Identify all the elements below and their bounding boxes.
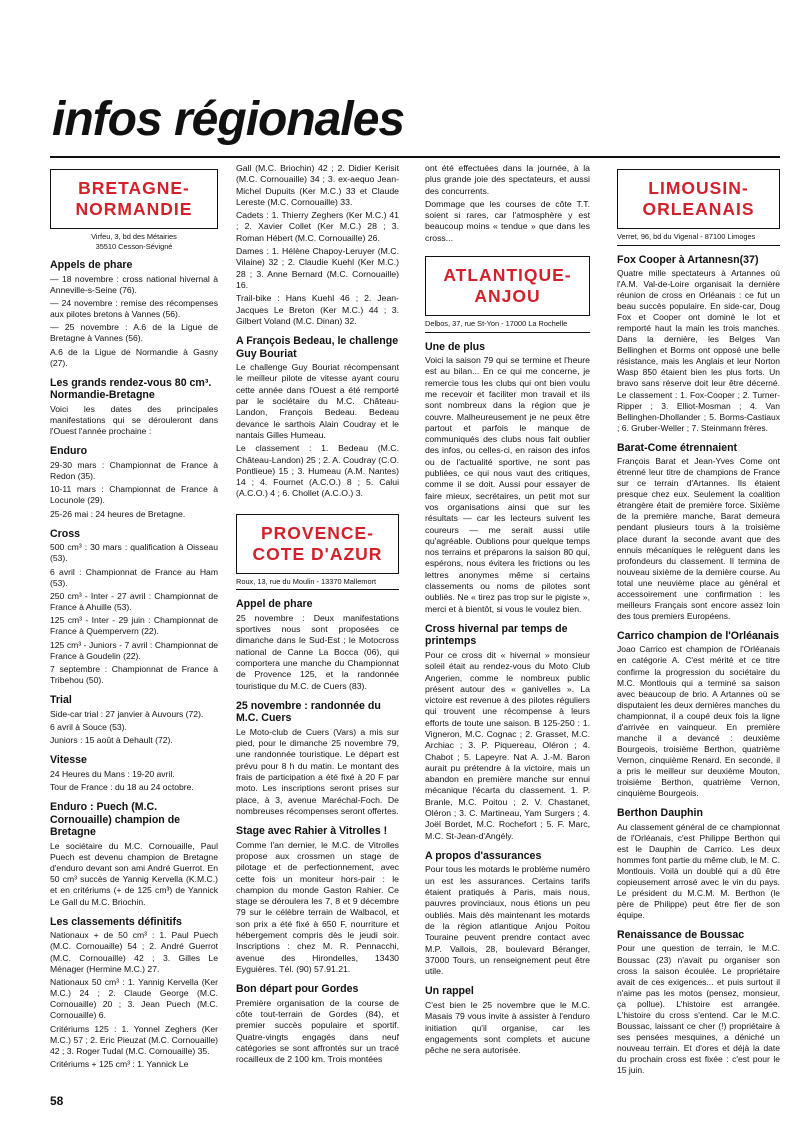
article-list [617, 254, 780, 1077]
region-title-line: COTE D'AZUR [252, 543, 383, 564]
column-3 [425, 163, 590, 1058]
article-paragraph: Nationaux 50 cm³ : 1. Yannig Kervella (Ker M.C.) 24 ; 2. Claude George (M.C. Cornouaille) 20 ; 3. Jean Puech (M.C. Cornouaille) 6. [50, 976, 218, 1021]
article-list [425, 341, 590, 1057]
article-paragraph: Au classement général de ce championnat de l'Orléanais, c'est Philippe Berthon qui est le Dauphin de Carrico. Les deux hommes font partie du même club, le M. C. Montlouis. Voilà un doublé qui a dû être copieusement arrosé avec le vin du pays. Le président du M.C.M. M. Berthon (le père de Philippe) peut être fier de son équipe. [617, 821, 780, 920]
region-header-provence-cote-d-azur [236, 514, 399, 574]
region-title-line: ANJOU [474, 286, 541, 307]
article-list [236, 598, 399, 1065]
article-paragraph: Première organisation de la course de côte tout-terrain de Gordes (84), et premier succès populaire et sportif. Quatre-vingts engagés dans neuf catégories se sont affrontés sur un tracé rocailleux de 2 100 km. Trois montées [236, 997, 399, 1065]
article-heading: Appel de phare [236, 598, 313, 611]
article-paragraph: Juniors : 15 août à Dehault (72). [50, 735, 173, 746]
article-paragraph: Dommage que les courses de côte T.T. soient si rares, car l'atmosphère y est beaucoup moins « tendue » que dans les cross... [425, 198, 590, 243]
article-paragraph: C'est bien le 25 novembre que le M.C. Masais 79 vous invite à assister à l'enduro initiation qu'il organise, car les engagements sont complets et aucune pêche ne sera autorisée. [425, 999, 590, 1056]
region-title-line: BRETAGNE- [78, 178, 190, 198]
article-paragraph: Le challenge Guy Bouriat récompensant le meilleur pilote de vitesse ayant couru cette année dans l'Ouest a été remporté par le sociétaire du M.C. Château-Landon, François Bedeau. Bedeau devance le sarthois Alain Coudray et le nantais Gilles Humeau. [236, 362, 399, 440]
article-heading: 25 novembre : randonnée du M.C. Cuers [236, 699, 381, 725]
article-paragraph: 24 Heures du Mans : 19-20 avril. [50, 768, 175, 779]
article-heading: Vitesse [50, 754, 87, 767]
article-heading: Berthon Dauphin [617, 807, 703, 820]
region-title-line: ATLANTIQUE- [443, 265, 572, 286]
article-paragraph: Joao Carrico est champion de l'Orléanais en catégorie A. C'est mérité et ce titre confirme la progression du sociétaire du M.C. Montlouis qui a terminé sa saison avec beaucoup de brio. A Artannes où se disputaient les deux dernières manches du championnat, il a coupé deux fois la ligne d'arrivée en vainqueur. En première manche il a devancé : deuxième Bourgeois, troisième Berthon, quatrième Vernon, cinquième Renard. En seconde, il a pris le meilleur sur deuxième Mouton, troisième Berthon, quatrième Vernon, cinquième Bourgeois. [617, 644, 780, 799]
article-paragraph: Gall (M.C. Briochin) 42 ; 2. Didier Kerisit (M.C. Cornouaille) 34 ; 3. ex-aequo Jean-Michel Dupuits (Ker M.C.) 33 et Claude Lereste (M.C. Cornouaille) 33. [236, 163, 399, 207]
article-paragraph: Side-car trial : 27 janvier à Auvours (72). [50, 708, 204, 719]
article-list [236, 335, 399, 500]
article-paragraph: Pour ce cross dit « hivernal » monsieur soleil était au rendez-vous du Moto Club Angerien, comme le nombreux public présent autour des « ganivelles ». La victoire est revenue à des pilotes réguliers qui trouvent une récompense à leurs efforts de toute une saison. B 125-250 : 1. Vigneron, M.C. Cognac ; 2. Grasset, M.C. Archiac ; 3. P. Piquereau, Oléron ; 4. Chabot ; 5. Lapeyre. Nat A. J.-M. Baron aurait pu prétendre à la victoire, mais un abandon en première manche sur ennui mécanique l'écarta du classement. 1. P. Branle, M.C. Poitou ; 2. V. Chastanet, Oléron ; 3. C. Martineau, Yam Surgers ; 4. Joël Bordet, M.C. Rochefort ; 5. F. Marc, M.C. St-Jean-d'Angély. [425, 649, 590, 841]
article-paragraph: Pour tous les motards le problème numéro un est les assurances. Certains tarifs étaient pratiqués à Paris, mais nous, pauvres provinciaux, nous étions un peu oubliés. Mais dès maintenant les motards de la région atlantique Anjou Poitou Touraine peuvent prendre contact avec M.P. Vallois, 28, boulevard Béranger, 37000 Tours, un renseignement peut être utile. [425, 864, 590, 977]
article-paragraph: Tour de France : du 18 au 24 octobre. [50, 782, 194, 792]
article-paragraph: 500 cm³ : 30 mars : qualification à Oisseau (53). [50, 542, 218, 564]
continued-results [236, 163, 399, 327]
article-paragraph: — 18 novembre : cross national hivernal à Anneville-s-Seine (76). [50, 273, 218, 295]
article-heading: A propos d'assurances [425, 849, 542, 862]
article-paragraph: Le classement : 1. Bedeau (M.C. Château-Landon) 25 ; 2. A. Coudray (C.O. Pontlieue) 15 ; 3. Humeau (A.M. Nantes) 14 ; 4. Fournet (A.C.O.) 8 ; 5. Calui (A.C.O.) 4 ; 6. Chollet (A.C.O.) 3. [236, 443, 399, 499]
article-paragraph: — 25 novembre : A.6 de la Ligue de Bretagne à Vannes (56). [50, 322, 218, 344]
article-paragraph: Cadets : 1. Thierry Zeghers (Ker M.C.) 41 ; 2. Xavier Collet (Ker M.C.) 28 ; 3. Roman Hébert (M.C. Cornouaille) 26. [236, 210, 399, 243]
article-heading: Une de plus [425, 340, 486, 353]
region-title-line: PROVENCE- [260, 522, 375, 543]
article-heading: Enduro [50, 445, 88, 458]
article-heading: Cross [50, 527, 81, 540]
article-paragraph: 25 novembre : Deux manifestations sportives nous sont proposées ce dimanche dans le Sud-Est ; le Motocross national de Canne La Bocca (06), qui comportera une manche du Championnat de Provence 125, et la randonnée touristique du M.C. de Cuers (83). [236, 612, 399, 691]
article-heading: Un rappel [425, 985, 474, 998]
page-number: 58 [50, 1094, 64, 1108]
page-title: infos régionales [52, 93, 405, 146]
column-2 [236, 163, 399, 1068]
article-paragraph: 6 avril à Souce (53). [50, 721, 127, 732]
article-paragraph: 6 avril : Championnat de France au Ham (53). [50, 566, 218, 588]
article-paragraph: 25-26 mai : 24 heures de Bretagne. [50, 508, 186, 519]
article-paragraph: 29-30 mars : Championnat de France à Redon (35). [50, 459, 218, 482]
region-header-limousin-orleanais [617, 169, 780, 229]
correspondent-address: Roux, 13, rue du Moulin - 13370 Mallemort [236, 577, 399, 591]
article-paragraph: Le Moto-club de Cuers (Vars) a mis sur pied, pour le dimanche 25 novembre 79, une randonnée touristique. Le départ est prévu pour 8 h du matin. Le montant des frais de participation a été fixé à 20 F par moto. Les inscriptions seront prises sur place, à 3, avenue Maréchal-Foch. De nombreuses récompenses seront offertes. [236, 726, 399, 816]
article-paragraph: Pour une question de terrain, le M.C. Boussac (23) n'avait pu organiser son cross la saison écoulée. Le propriétaire avait de ces exigences... et puis surtout il n'aime pas les motos (pensez, monsieur, ça pollue). L'histoire est arrangée. L'histoire du cross s'entend. Car le M.C. Boussac, laissant ce cher (!) propriétaire à ses pensées mesquines, a déniché un nouveau terrain. Et d'ores et déjà la date du prochain cross est fixée : c'est pour le 15 juin. [617, 943, 780, 1075]
article-heading: Enduro : Puech (M.C. Cornouaille) champion de Bretagne [50, 801, 181, 839]
correspondent-address: Verret, 96, bd du Vigenal - 87100 Limoges [617, 232, 780, 246]
correspondent-address: Virfeu, 3, bd des Métairies 35510 Cesson-Sévigné [91, 232, 177, 251]
article-paragraph: 10-11 mars : Championnat de France à Locunole (29). [50, 484, 218, 506]
region-header-bretagne-normandie [50, 169, 218, 229]
article-paragraph: Critériums 125 : 1. Yonnel Zeghers (Ker M.C.) 57 ; 2. Eric Pieuzat (M.C. Cornouaille) 42 ; 3. Roger Tudal (M.C. Cornouaille) 35. [50, 1023, 218, 1056]
article-paragraph: Voici la saison 79 qui se termine et l'heure est au bilan... En ce qui me concerne, je remercie tous les clubs qui ont bien voulu me recevoir et faciliter mon travail et ils sont nombreux dans la région que je couvre. Malheureusement je ne peux être partout et parfois le manque de communiqués des clubs nous fait oublier des infos, ou celles-ci, en raison des infos ou de l'actualité sportive, ne sont pas publiées, ce qui nous vaut des critiques, comme il se doit. Aussi pour essayer de faire mieux, secrétaires, un petit mot sur vos organisations ainsi que sur les résultats — car les lecteurs suivent les coureurs — me serait aussi utile qu'agréable. Oublions pour quelque temps nos terrains et préparons la saison 80 qui, espérons, nous évitera les frictions ou les lettres anonymes même si certains classements ou noms de pilotes sont oubliés. Ne « tirez pas trop sur le pigiste », merci et à bientôt, si vous le voulez bien. [425, 355, 590, 614]
article-paragraph: Quatre mille spectateurs à Artannes où l'A.M. Val-de-Loire organisait la dernière réunion de cross en Orléanais : ce fut un beau succès populaire. En side-car, Doug Fox et Cooper ont dominé le lot et remporté haut la main les trois manches. Dans la dernière, les Belges Van Bellinghen et Borms ont opposé une belle résistance, mais les Anglais et leur Norton Wasp 850 étaient bien les plus forts. Un bravo sans réserve doit leur être décerné. Le classement : 1. Fox-Cooper ; 2. Turner-Ripper ; 3. Elliot-Mosman ; 4. Van Bellinghen-Dhollander ; 5. Borms-Castiaux ; 6. Gruber-Weller ; 7. Steinmann frères. [617, 268, 780, 433]
article-paragraph: ont été effectuées dans la journée, à la plus grande joie des spectateurs, et aussi des concurrents. [425, 163, 590, 196]
article-heading: Appels de phare [50, 259, 133, 271]
article-heading: Les classements définitifs [50, 915, 182, 928]
region-title-line: LIMOUSIN- [648, 178, 749, 198]
article-paragraph: Comme l'an dernier, le M.C. de Vitrolles propose aux crossmen un stage de pilotage et de perfectionnement, avec cette fois un moniteur hors-pair : le champion du monde Gaston Rahier. Ce stage se déroulera les 7, 8 et 9 décembre 79 sur le célèbre terrain de Walbacol, et son prix a été fixé à 650 F, nourriture et hébergement compris dès le jeudi soir. Inscriptions : chez M. R. Pennacchi, avenue des Hirondelles, 13430 Eyguières. Tél. (90) 57.91.21. [236, 839, 399, 974]
article-paragraph: Voici les dates des principales manifestations qui se dérouleront dans l'Ouest l'année prochaine : [50, 403, 218, 437]
article-heading: Barat-Come étrennaient [617, 441, 738, 454]
article-paragraph: Trail-bike : Hans Kuehl 46 ; 2. Jean-Jacques Le Breton (Ker M.C.) 44 ; 3. Gilbert Voland (M.C. Dinan) 32. [236, 293, 399, 326]
article-heading: Cross hivernal par temps de printemps [425, 622, 568, 648]
article-paragraph: A.6 de la Ligue de Normandie à Gasny (27). [50, 346, 218, 368]
article-paragraph: Critériums + 125 cm³ : 1. Yannick Le [50, 1059, 189, 1070]
title-rule [50, 156, 780, 158]
region-title-line: ORLEANAIS [642, 199, 755, 219]
article-paragraph: Dames : 1. Hélène Chapoy-Leruyer (M.C. Vilaine) 32 ; 2. Claudie Kuehl (Ker M.C.) 28 ; 3. Anne Bernard (M.C. Cornouaille) 16. [236, 246, 399, 290]
article-heading: A François Bedeau, le challenge Guy Bouriat [236, 335, 399, 360]
article-paragraph: Le sociétaire du M.C. Cornouaille, Paul Puech est devenu champion de Bretagne d'enduro devant son ami André Guerrot. En 50 cm³ succès de Yannig Kervella (K.M.C.) et en critériums (+ de 125 cm³) de Yannick Le Gall du M.C. Briochin. [50, 840, 218, 907]
article-heading: Les grands rendez-vous 80 cm³. Normandie-Bretagne [50, 376, 212, 402]
article-paragraph: François Barat et Jean-Yves Come ont étrenné leur titre de champions de France sur ce terrain d'Artannes. Ils étaient presque chez eux. Seulement la coalition étrangère était de première force. Sixième de la première manche, Barat demeura pendant plusieurs tours à la troisième place durant la seconde avant que des ennuis mécaniques le relèguent dans les profondeurs du classement. Il termina de nouveau sixième de la dernière course. Au total une neuvième place au général et accessoirement une confirmation : les meilleurs Français sont encore assez loin des tous premiers Européens. [617, 456, 780, 621]
correspondent-address: Delbos, 37, rue St-Yon - 17000 La Rochelle [425, 319, 590, 333]
article-paragraph: 125 cm³ - Inter - 29 juin : Championnat de France à Quempervern (22). [50, 615, 218, 637]
column-limousin-orleanais [617, 163, 780, 1078]
article-list [50, 259, 218, 1070]
article-heading: Renaissance de Boussac [617, 928, 745, 941]
article-heading: Stage avec Rahier à Vitrolles ! [236, 825, 388, 838]
article-heading: Carrico champion de l'Orléanais [617, 629, 780, 642]
article-paragraph: 7 septembre : Championnat de France à Tribehou (50). [50, 663, 218, 686]
column-bretagne-normandie [50, 163, 218, 1072]
article-heading: Bon départ pour Gordes [236, 983, 359, 996]
region-title-line: NORMANDIE [75, 199, 193, 219]
article-paragraph: — 24 novembre : remise des récompenses aux pilotes bretons à Vannes (56). [50, 297, 218, 320]
article-paragraph: 250 cm³ - Inter - 27 avril : Championnat de France à Ahuille (53). [50, 590, 218, 613]
article-heading: Trial [50, 694, 72, 707]
article-paragraph: 125 cm³ - Juniors - 7 avril : Championnat de France à Goudelin (22). [50, 639, 218, 661]
article-paragraph: Nationaux + de 50 cm³ : 1. Paul Puech (M.C. Cornouaille) 54 ; 2. André Guerrot (M.C. Cornouaille) 42 ; 3. Gilles Le Ménager (Hermine M.C.) 27. [50, 930, 218, 974]
region-header-atlantique-anjou [425, 256, 590, 316]
continued-article [425, 163, 590, 244]
article-heading: Fox Cooper à Artannesn(37) [617, 253, 759, 266]
